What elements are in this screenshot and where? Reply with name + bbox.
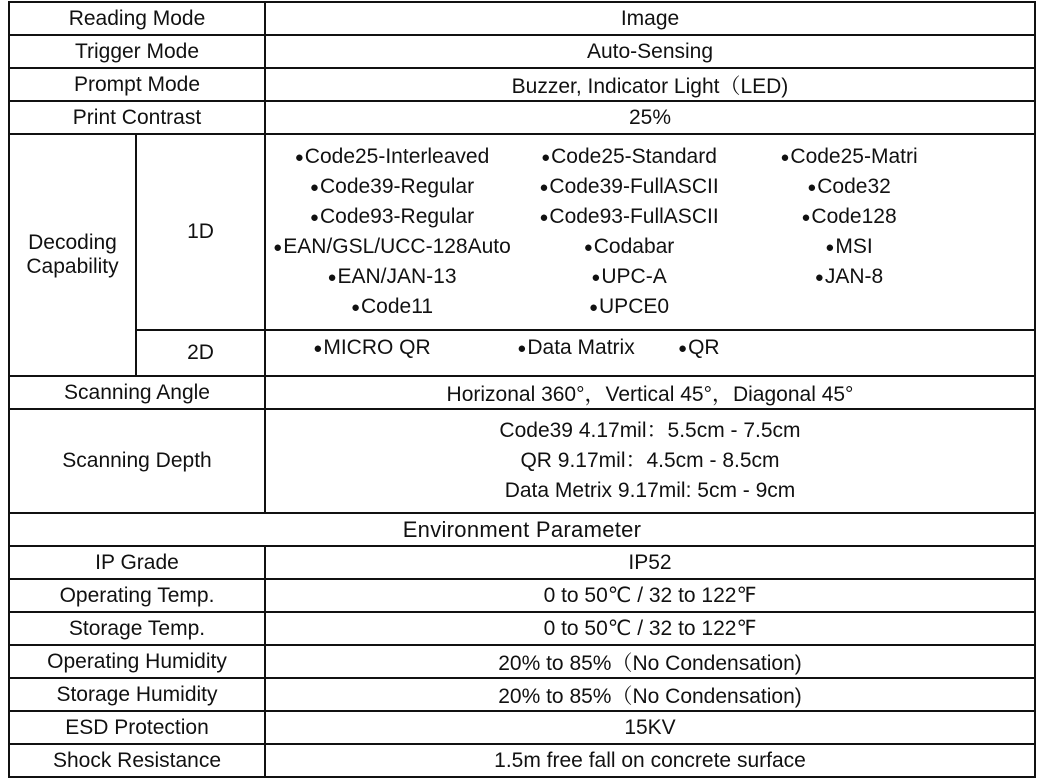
bullet-icon: ● (327, 269, 337, 286)
barcode-item: ●Code93-FullASCII (539, 205, 719, 228)
barcode-item: ●MSI (825, 235, 873, 258)
label-storage-humidity: Storage Humidity (9, 678, 265, 711)
barcode-item: ●Code93-Regular (309, 205, 475, 228)
barcode-item: ●UPC-A (591, 265, 667, 288)
row-storage-humidity (9, 678, 1035, 711)
barcode-item: ●EAN/GSL/UCC-128Auto (273, 235, 511, 258)
row-ip-grade (9, 546, 1035, 579)
bullet-icon: ● (807, 179, 817, 196)
value-operating-temp: 0 to 50℃ / 32 to 122℉ (265, 579, 1035, 612)
value-esd-protection: 15KV (265, 711, 1035, 744)
item-row-1d (270, 142, 1030, 172)
item-row-2d (270, 333, 1030, 363)
bullet-icon: ● (825, 239, 835, 256)
row-trigger-mode (9, 35, 1035, 68)
item-row-1d (270, 232, 1030, 262)
row-environment-heading (9, 513, 1035, 546)
depth-line: QR 9.17mil：4.5cm - 8.5cm (520, 449, 780, 472)
barcode-item: ●Code32 (807, 175, 891, 198)
value-storage-humidity: 20% to 85%（No Condensation) (265, 678, 1035, 711)
row-prompt-mode (9, 68, 1035, 101)
bullet-icon: ● (309, 209, 319, 226)
bullet-icon: ● (541, 149, 551, 166)
item-row-1d (270, 172, 1030, 202)
barcode-item: ●Codabar (583, 235, 675, 258)
barcode-item: ●Data Matrix (517, 336, 635, 359)
value-scanning-depth (265, 409, 1035, 513)
bullet-icon: ● (780, 149, 790, 166)
value-prompt-mode: Buzzer, Indicator Light（LED) (265, 68, 1035, 101)
items-1d (265, 134, 1035, 330)
depth-line: Data Metrix 9.17mil: 5cm - 9cm (504, 479, 796, 502)
value-storage-temp: 0 to 50℃ / 32 to 122℉ (265, 612, 1035, 645)
label-decoding-capability (9, 134, 136, 376)
items-2d (265, 330, 1035, 376)
label-decoding-line2: Capability (26, 255, 119, 278)
row-print-contrast (9, 101, 1035, 134)
row-decoding-1d (9, 134, 1035, 330)
value-operating-humidity: 20% to 85%（No Condensation) (265, 645, 1035, 678)
row-reading-mode (9, 2, 1035, 35)
barcode-item: ●Code39-Regular (309, 175, 475, 198)
barcode-item: ●Code39-FullASCII (539, 175, 719, 198)
label-reading-mode: Reading Mode (9, 2, 265, 35)
bullet-icon: ● (814, 269, 824, 286)
bullet-icon: ● (801, 209, 811, 226)
row-esd-protection (9, 711, 1035, 744)
row-scanning-depth (9, 409, 1035, 513)
label-shock-resistance: Shock Resistance (9, 744, 265, 777)
barcode-item: ●QR (678, 336, 720, 359)
value-scanning-angle: Horizonal 360°，Vertical 45°，Diagonal 45° (265, 376, 1035, 409)
label-ip-grade: IP Grade (9, 546, 265, 579)
spec-table (8, 1, 1036, 778)
value-trigger-mode: Auto-Sensing (265, 35, 1035, 68)
row-scanning-angle (9, 376, 1035, 409)
row-operating-humidity (9, 645, 1035, 678)
depth-line: Code39 4.17mil：5.5cm - 7.5cm (499, 419, 801, 442)
label-2d: 2D (136, 330, 265, 376)
label-scanning-depth: Scanning Depth (9, 409, 265, 513)
bullet-icon: ● (539, 209, 549, 226)
bullet-icon: ● (678, 340, 688, 357)
label-operating-humidity: Operating Humidity (9, 645, 265, 678)
barcode-item: ●Code128 (801, 205, 897, 228)
bullet-icon: ● (294, 149, 304, 166)
barcode-item: ●JAN-8 (814, 265, 884, 288)
barcode-item: ●Code11 (350, 295, 434, 318)
bullet-icon: ● (588, 299, 599, 316)
value-ip-grade: IP52 (265, 546, 1035, 579)
item-row-1d (270, 262, 1030, 292)
row-shock-resistance (9, 744, 1035, 777)
label-esd-protection: ESD Protection (9, 711, 265, 744)
row-storage-temp (9, 612, 1035, 645)
barcode-item: ●Code25-Standard (541, 145, 717, 168)
label-1d: 1D (136, 134, 265, 330)
bullet-icon: ● (350, 299, 361, 316)
label-trigger-mode: Trigger Mode (9, 35, 265, 68)
section-heading-environment: Environment Parameter (9, 513, 1035, 546)
label-prompt-mode: Prompt Mode (9, 68, 265, 101)
label-print-contrast: Print Contrast (9, 101, 265, 134)
bullet-icon: ● (273, 239, 283, 256)
label-scanning-angle: Scanning Angle (9, 376, 265, 409)
bullet-icon: ● (309, 179, 319, 196)
value-reading-mode: Image (265, 2, 1035, 35)
bullet-icon: ● (583, 239, 593, 256)
bullet-icon: ● (539, 179, 549, 196)
row-decoding-2d (9, 330, 1035, 376)
barcode-item: ●Code25-Interleaved (294, 145, 490, 168)
item-row-1d (270, 292, 1030, 322)
value-print-contrast: 25% (265, 101, 1035, 134)
barcode-item: ●UPCE0 (588, 295, 670, 318)
item-row-1d (270, 202, 1030, 232)
label-storage-temp: Storage Temp. (9, 612, 265, 645)
row-operating-temp (9, 579, 1035, 612)
bullet-icon: ● (591, 269, 601, 286)
value-shock-resistance: 1.5m free fall on concrete surface (265, 744, 1035, 777)
label-operating-temp: Operating Temp. (9, 579, 265, 612)
label-decoding-line1: Decoding (28, 231, 117, 254)
bullet-icon: ● (517, 340, 527, 357)
bullet-icon: ● (313, 340, 323, 357)
barcode-item: ●EAN/JAN-13 (327, 265, 457, 288)
barcode-item: ●MICRO QR (313, 336, 431, 359)
barcode-item: ●Code25-Matri (780, 145, 918, 168)
